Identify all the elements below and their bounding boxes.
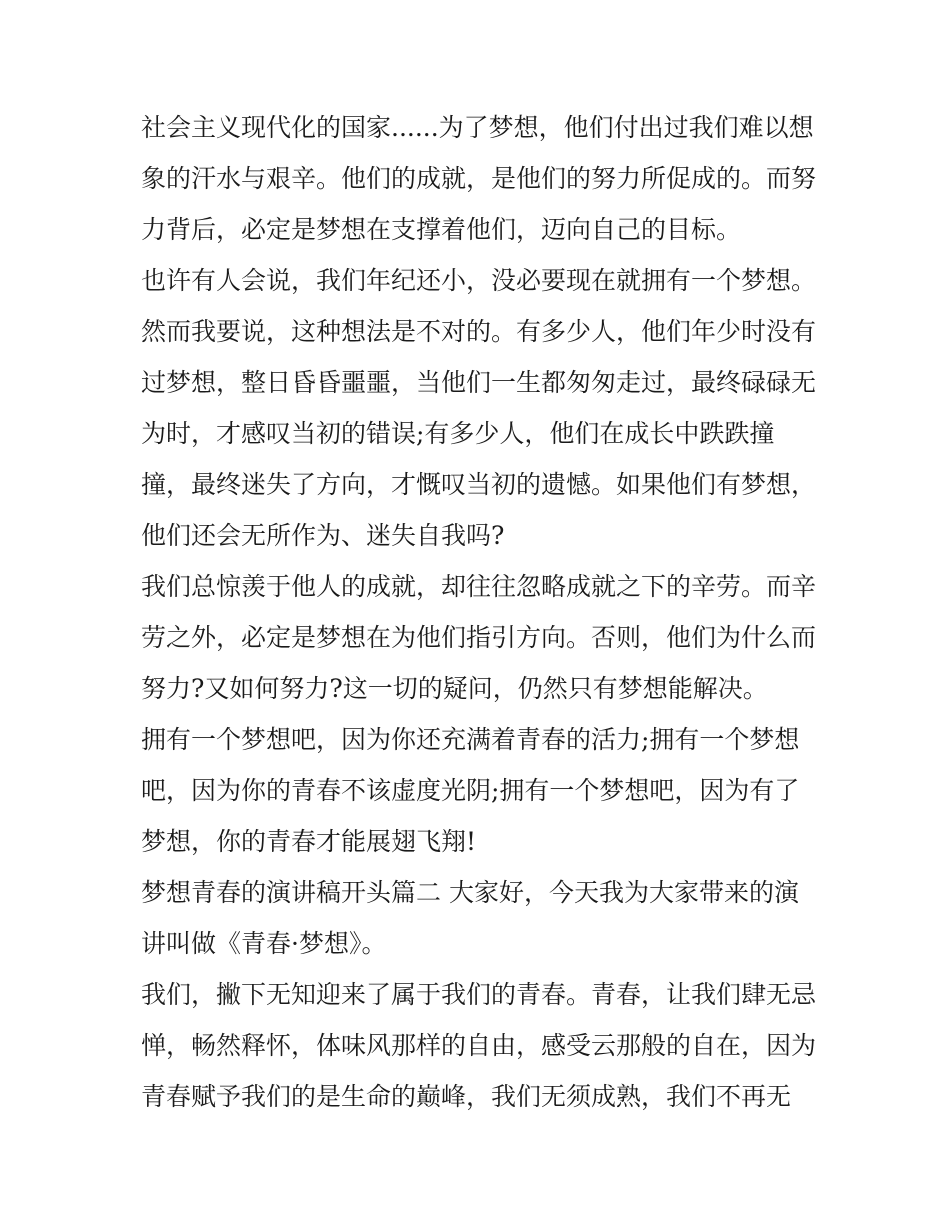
text-line: 梦想青春的演讲稿开头篇二 大家好，今天我为大家带来的演 bbox=[141, 878, 799, 907]
text-line: 力背后，必定是梦想在支撑着他们，迈向自己的目标。 bbox=[141, 215, 742, 244]
text-line: 他们还会无所作为、迷失自我吗? bbox=[141, 521, 505, 550]
text-line: 社会主义现代化的国家......为了梦想，他们付出过我们难以想 bbox=[141, 113, 814, 142]
text-line: 努力?又如何努力?这一切的疑问，仍然只有梦想能解决。 bbox=[141, 674, 768, 703]
text-line: 吧，因为你的青春不该虚度光阴;拥有一个梦想吧，因为有了 bbox=[141, 776, 800, 805]
text-line: 劳之外，必定是梦想在为他们指引方向。否则，他们为什么而 bbox=[141, 623, 817, 652]
text-line: 我们，撇下无知迎来了属于我们的青春。青春，让我们肆无忌 bbox=[141, 980, 817, 1009]
text-line: 为时，才感叹当初的错误;有多少人，他们在成长中跌跌撞 bbox=[141, 419, 775, 448]
text-line: 我们总惊羡于他人的成就，却往往忽略成就之下的辛劳。而辛 bbox=[141, 572, 817, 601]
text-line: 然而我要说，这种想法是不对的。有多少人，他们年少时没有 bbox=[141, 317, 817, 346]
text-line: 也许有人会说，我们年纪还小，没必要现在就拥有一个梦想。 bbox=[141, 266, 817, 295]
text-line: 惮，畅然释怀，体味风那样的自由，感受云那般的自在，因为 bbox=[141, 1031, 817, 1060]
text-line: 撞，最终迷失了方向，才慨叹当初的遗憾。如果他们有梦想， bbox=[141, 470, 817, 499]
text-line: 讲叫做《青春·梦想》。 bbox=[141, 929, 387, 958]
text-line: 青春赋予我们的是生命的巅峰，我们无须成熟，我们不再无 bbox=[141, 1082, 792, 1111]
text-line: 象的汗水与艰辛。他们的成就，是他们的努力所促成的。而努 bbox=[141, 164, 817, 193]
text-line: 过梦想，整日昏昏噩噩，当他们一生都匆匆走过，最终碌碌无 bbox=[141, 368, 817, 397]
text-line: 梦想，你的青春才能展翅飞翔! bbox=[141, 827, 477, 856]
text-line: 拥有一个梦想吧，因为你还充满着青春的活力;拥有一个梦想 bbox=[141, 725, 800, 754]
